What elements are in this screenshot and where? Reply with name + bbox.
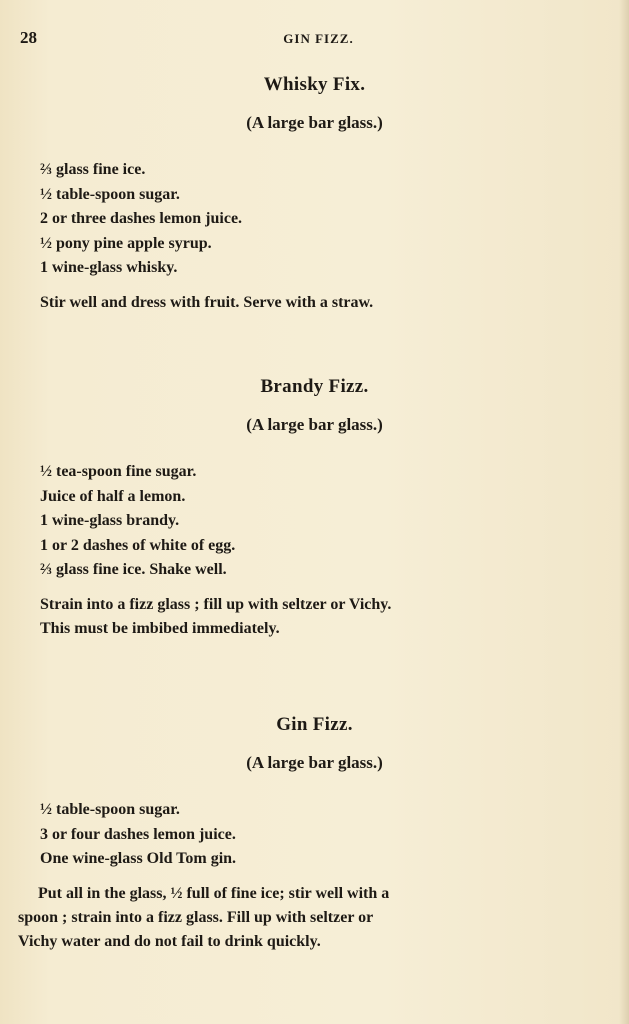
recipe-glass: (A large bar glass.) (246, 113, 383, 132)
ingredient-item: ⅔ glass fine ice. (40, 161, 146, 178)
ingredient-item: 1 wine-glass brandy. (40, 512, 180, 529)
instruction-line: This must be imbibed immediately. (40, 619, 280, 637)
recipe-glass: (A large bar glass.) (246, 415, 383, 434)
recipe-title: Whisky Fix. (263, 74, 366, 95)
ingredient-list (40, 158, 629, 281)
instruction-line: Put all in the glass, ½ full of fine ice; stir well with a (38, 884, 390, 902)
ingredient-item: ½ tea-spoon fine sugar. (40, 463, 197, 480)
ingredient-item: 3 or four dashes lemon juice. (40, 825, 236, 843)
page-number: 28 (20, 28, 37, 47)
instruction-line: Strain into a fizz glass ; fill up with seltzer or Vichy. (40, 595, 392, 613)
recipe-instructions (18, 882, 579, 954)
ingredient-item: 1 or 2 dashes of white of egg. (40, 536, 236, 554)
ingredient-item: ½ pony pine apple syrup. (40, 234, 212, 252)
recipe-brandy-fizz (0, 376, 629, 641)
ingredient-item: ½ table-spoon sugar. (40, 801, 180, 818)
ingredient-list (40, 798, 629, 872)
recipe-gin-fizz (0, 714, 629, 954)
ingredient-item: ⅔ glass fine ice. Shake well. (40, 561, 227, 578)
ingredient-list (40, 460, 629, 583)
recipe-instructions (40, 291, 579, 315)
ingredient-item: ½ table-spoon sugar. (40, 185, 180, 203)
instruction-line: Stir well and dress with fruit. Serve with a straw. (40, 293, 374, 311)
ingredient-item: 2 or three dashes lemon juice. (40, 210, 243, 227)
ingredient-item: Juice of half a lemon. (40, 487, 186, 505)
instruction-line: Vichy water and do not fail to drink quickly. (18, 932, 321, 950)
recipe-whisky-fix (0, 74, 629, 315)
ingredient-item: 1 wine-glass whisky. (40, 259, 178, 276)
running-head: GIN FIZZ. (283, 31, 354, 46)
page-header (0, 28, 629, 48)
recipe-title: Brandy Fizz. (260, 376, 369, 397)
recipe-glass: (A large bar glass.) (246, 753, 383, 772)
instruction-line: spoon ; strain into a fizz glass. Fill up with seltzer or (18, 908, 374, 926)
recipe-instructions (40, 593, 579, 641)
ingredient-item: One wine-glass Old Tom gin. (40, 850, 237, 867)
recipe-title: Gin Fizz. (276, 714, 353, 735)
